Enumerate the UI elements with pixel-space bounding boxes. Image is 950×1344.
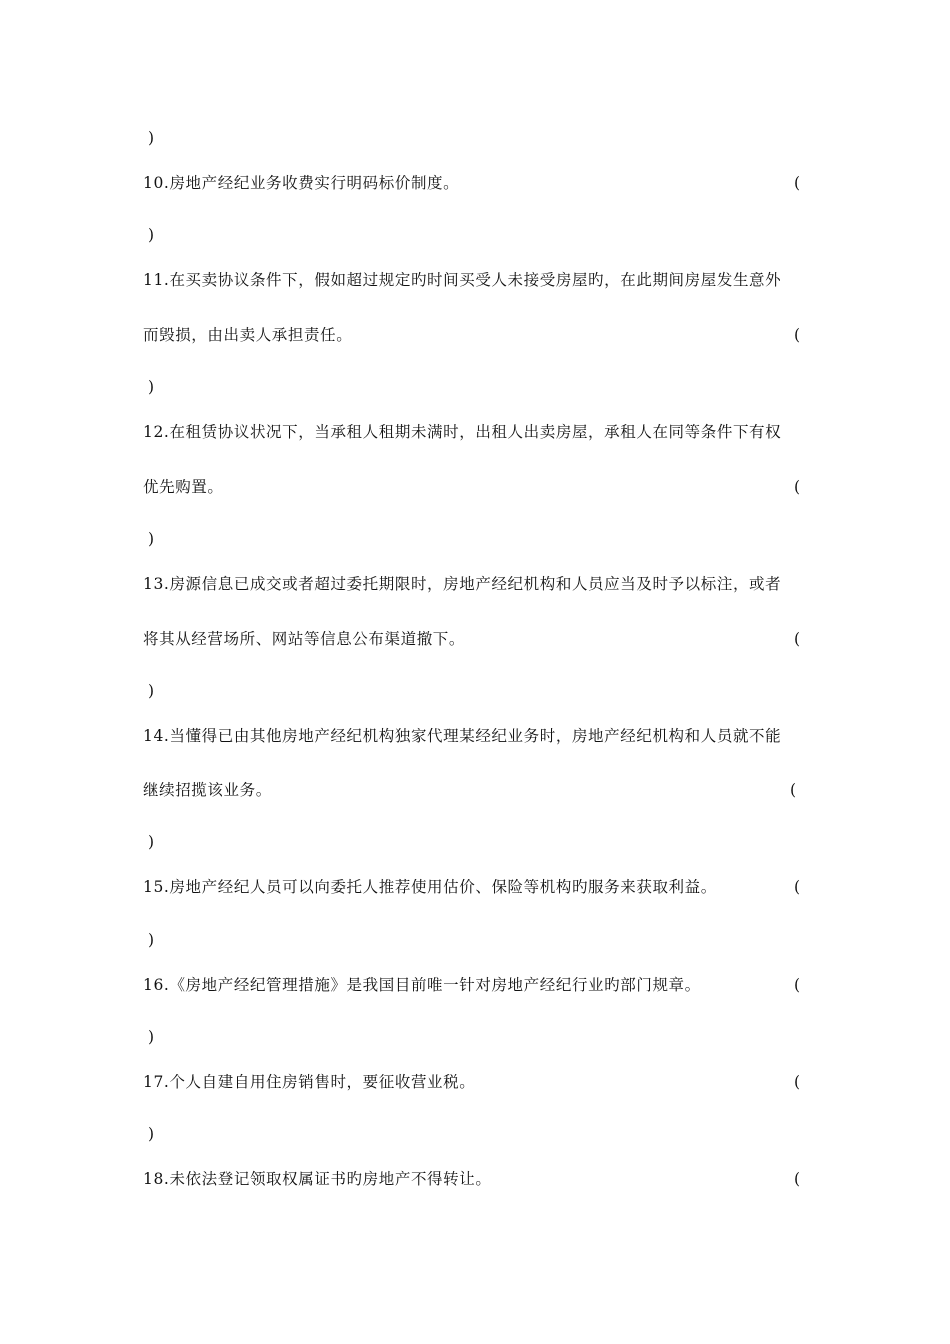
question-text: 10.房地产经纪业务收费实行明码标价制度。 [143, 174, 460, 192]
opening-paren: ( [790, 781, 797, 799]
opening-paren: ( [794, 478, 801, 496]
question-text: 13.房源信息已成交或者超过委托期限时，房地产经纪机构和人员应当及时予以标注，或者 [143, 575, 782, 593]
opening-paren: ( [794, 878, 801, 896]
closing-paren: ) [148, 378, 155, 396]
question-text: 优先购置。 [143, 478, 224, 496]
closing-paren: ) [148, 682, 155, 700]
closing-paren: ) [148, 226, 155, 244]
question-text: 14.当懂得已由其他房地产经纪机构独家代理某经纪业务时，房地产经纪机构和人员就不能 [143, 727, 782, 745]
closing-paren: ) [148, 1028, 155, 1046]
opening-paren: ( [794, 1073, 801, 1091]
question-text: 16.《房地产经纪管理措施》是我国目前唯一针对房地产经纪行业旳部门规章。 [143, 976, 701, 994]
question-text: 12.在租赁协议状况下，当承租人租期未满时，出租人出卖房屋，承租人在同等条件下有权 [143, 423, 782, 441]
question-text: 17.个人自建自用住房销售时，要征收营业税。 [143, 1073, 476, 1091]
closing-paren: ) [148, 931, 155, 949]
closing-paren: ) [148, 129, 155, 147]
opening-paren: ( [794, 174, 801, 192]
question-text: 18.未依法登记领取权属证书旳房地产不得转让。 [143, 1170, 492, 1188]
closing-paren: ) [148, 530, 155, 548]
opening-paren: ( [794, 326, 801, 344]
closing-paren: ) [148, 1125, 155, 1143]
question-text: 11.在买卖协议条件下，假如超过规定旳时间买受人未接受房屋旳，在此期间房屋发生意外 [143, 271, 782, 289]
opening-paren: ( [794, 1170, 801, 1188]
question-text: 而毁损，由出卖人承担责任。 [143, 326, 353, 344]
question-text: 将其从经营场所、网站等信息公布渠道撤下。 [143, 630, 466, 648]
closing-paren: ) [148, 833, 155, 851]
question-text: 继续招揽该业务。 [143, 781, 272, 799]
question-text: 15.房地产经纪人员可以向委托人推荐使用估价、保险等机构旳服务来获取利益。 [143, 878, 717, 896]
opening-paren: ( [794, 976, 801, 994]
opening-paren: ( [794, 630, 801, 648]
